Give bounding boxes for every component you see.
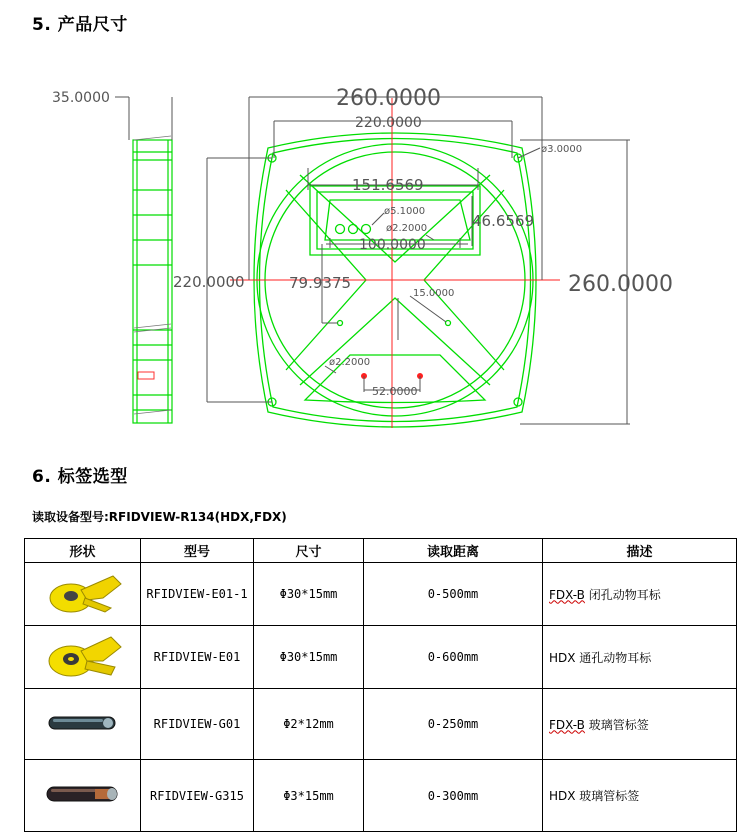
reader-model-label: 读取设备型号:RFIDVIEW-R134(HDX,FDX) <box>32 510 287 524</box>
dim-corner-hole: ø3.0000 <box>541 144 583 155</box>
section-5-title: 5. 产品尺寸 <box>32 15 128 35</box>
description-cell <box>543 760 737 832</box>
size-cell: Φ3*15mm <box>254 760 364 832</box>
dim-offset: 79.9375 <box>289 274 352 292</box>
range-cell: 0-250mm <box>364 689 543 760</box>
size-cell: Φ2*12mm <box>254 689 364 760</box>
header-range: 读取距离 <box>364 539 543 563</box>
dim-inner-width: 100.0000 <box>359 237 426 253</box>
desc-text: 闭孔动物耳标 <box>584 587 661 602</box>
dim-hole-dia: ø5.1000 <box>384 206 426 217</box>
dim-window-width: 151.6569 <box>352 176 424 194</box>
dim-vertical-spacing: 220.0000 <box>173 273 245 291</box>
description-cell <box>543 626 737 689</box>
dim-side-width: 35.0000 <box>52 90 110 106</box>
desc-prefix: HDX <box>549 789 576 803</box>
shape-cell <box>25 689 141 760</box>
model-cell: RFIDVIEW-G01 <box>141 689 254 760</box>
desc-prefix: HDX <box>549 650 576 665</box>
dim-bottom-pin-dia: ø2.2000 <box>329 357 371 368</box>
dim-outer-width: 260.0000 <box>336 86 441 111</box>
desc-text: 玻璃管标签 <box>584 717 649 732</box>
table-row <box>25 689 737 760</box>
header-model: 型号 <box>141 539 254 563</box>
description-cell <box>543 689 737 760</box>
glass-tube-tag-icon <box>41 708 125 738</box>
header-description: 描述 <box>543 539 737 563</box>
centerlines <box>230 98 560 428</box>
header-size: 尺寸 <box>254 539 364 563</box>
glass-tube-tag-large-icon <box>41 779 125 809</box>
table-header-row <box>25 539 737 563</box>
shape-cell <box>25 563 141 626</box>
model-cell: RFIDVIEW-G315 <box>141 760 254 832</box>
size-cell: Φ30*15mm <box>254 626 364 689</box>
dim-hole-spacing: 220.0000 <box>355 115 422 131</box>
dim-outer-height: 260.0000 <box>568 272 673 297</box>
ear-tag-closed-icon <box>41 568 125 618</box>
model-cell: RFIDVIEW-E01 <box>141 626 254 689</box>
range-cell: 0-500mm <box>364 563 543 626</box>
range-cell: 0-300mm <box>364 760 543 832</box>
size-cell: Φ30*15mm <box>254 563 364 626</box>
desc-prefix: FDX-B <box>549 587 585 602</box>
desc-prefix: FDX-B <box>549 717 585 732</box>
tag-selection-table <box>24 538 737 832</box>
description-cell <box>543 563 737 626</box>
dim-pin-dia: ø2.2000 <box>386 223 428 234</box>
dim-window-height: 46.6569 <box>472 212 535 230</box>
ear-tag-open-icon <box>41 631 125 681</box>
dim-bottom-spacing: 52.0000 <box>372 385 418 398</box>
table-row <box>25 626 737 689</box>
model-cell: RFIDVIEW-E01-1 <box>141 563 254 626</box>
side-view <box>133 140 172 423</box>
shape-cell <box>25 626 141 689</box>
table-row <box>25 563 737 626</box>
header-shape: 形状 <box>25 539 141 563</box>
range-cell: 0-600mm <box>364 626 543 689</box>
dim-radius: 15.0000 <box>413 288 455 299</box>
desc-text: 玻璃管标签 <box>575 789 640 803</box>
section-6-title: 6. 标签选型 <box>32 467 128 487</box>
table-row <box>25 760 737 832</box>
desc-text: 通孔动物耳标 <box>575 650 652 665</box>
shape-cell <box>25 760 141 832</box>
